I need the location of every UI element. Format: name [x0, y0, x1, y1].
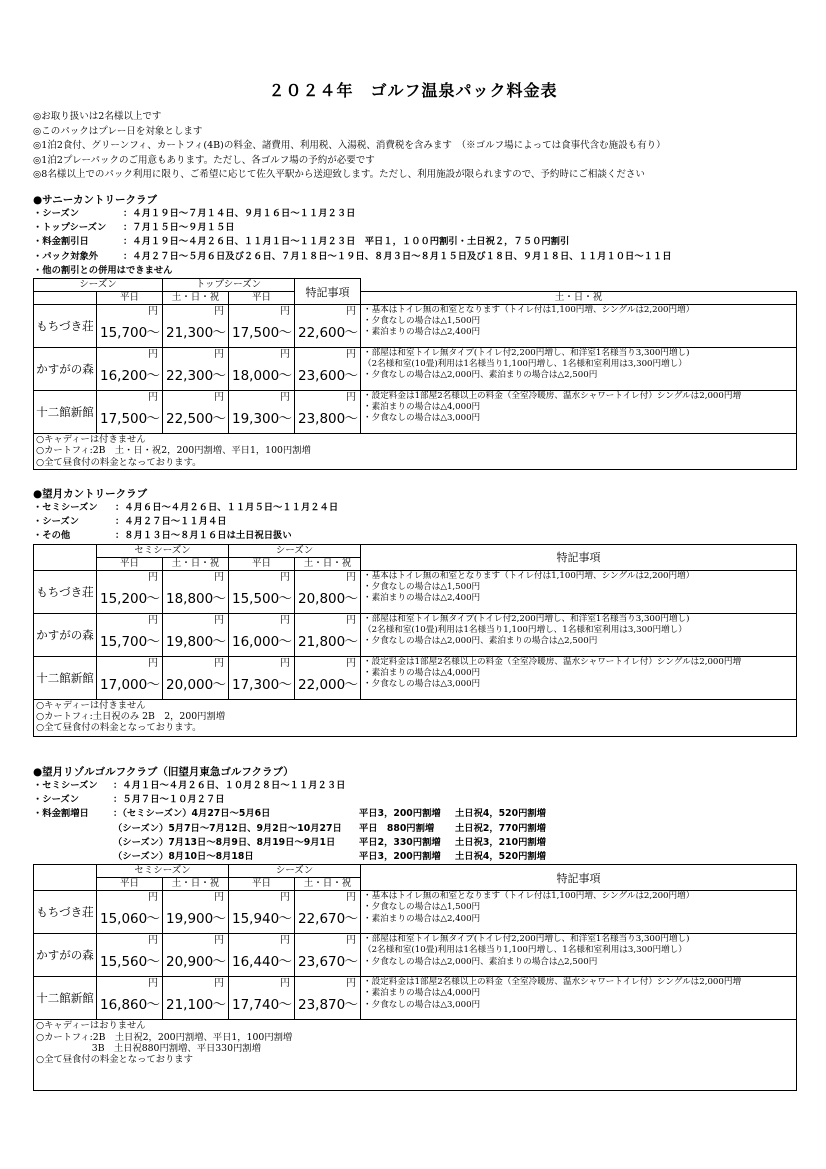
season-header: セミシーズン — [97, 544, 229, 557]
footer-line: ○カートフィ:2B 土日祝2，200円割増、平日1，100円割増 — [36, 1031, 293, 1043]
price-amount: 23,800 — [298, 411, 346, 428]
table-row — [34, 891, 797, 934]
surcharge-weekend: 土日祝4，520円割増 — [455, 808, 546, 820]
info-line — [33, 515, 796, 529]
footer-line: 3B 土日祝880円割増、平日330円割増 — [36, 1043, 261, 1055]
remarks-cell — [361, 570, 797, 613]
yen-unit: 円 — [214, 657, 224, 669]
yen-unit: 円 — [346, 892, 356, 904]
range-tilde: ～ — [344, 368, 358, 385]
weekday-header: 平日 — [97, 557, 163, 570]
yen-unit: 円 — [346, 978, 356, 990]
range-tilde: ～ — [212, 325, 226, 342]
range-tilde: ～ — [278, 325, 292, 342]
price-amount: 23,600 — [298, 368, 346, 385]
footer-line: ○カートフィ:土日祝のみ 2B 2，200円割増 — [36, 711, 226, 723]
remark-line: ・夕食なしの場合は△2,000円、素泊まりの場合は△2,500円 — [363, 370, 598, 381]
remarks-cell — [361, 977, 797, 1020]
price-amount: 22,300 — [166, 368, 214, 385]
surcharge-period: （シーズン）5月7日～7月12日、9月2日～10月27日 — [113, 822, 342, 834]
range-tilde: ～ — [146, 325, 160, 342]
remark-line: ・素泊まりの場合は△2,400円 — [363, 327, 481, 338]
info-label: ・パック対象外 — [33, 250, 99, 262]
table-row — [34, 570, 797, 613]
blank-corner — [34, 292, 97, 305]
price-amount: 16,200 — [100, 368, 148, 385]
remark-line: ・夕食なしの場合は△3,000円 — [363, 999, 481, 1010]
price-amount: 15,700 — [100, 325, 148, 342]
weekday-header: 平日 — [97, 878, 163, 891]
yen-unit: 円 — [214, 935, 224, 947]
price-amount: 19,300 — [232, 411, 280, 428]
remark-line: ・基本はトイレ無の和室となります（トイレ付は1,100円増、シングルは2,200円増） — [363, 305, 695, 316]
price-amount: 15,940 — [232, 911, 280, 928]
yen-unit: 円 — [280, 935, 290, 947]
info-label: ・シーズン — [33, 794, 80, 806]
remarks-cell — [361, 348, 797, 391]
range-tilde: ～ — [146, 590, 160, 607]
info-label: ・セミシーズン — [33, 502, 98, 513]
price-cell — [163, 391, 229, 434]
yen-unit: 円 — [346, 571, 356, 583]
price-cell — [229, 570, 295, 613]
range-tilde: ～ — [212, 954, 226, 971]
info-line — [33, 793, 796, 807]
blank-corner — [34, 865, 97, 878]
range-tilde: ～ — [344, 590, 358, 607]
price-cell — [295, 391, 361, 434]
price-cell — [229, 934, 295, 977]
price-amount: 15,700 — [100, 633, 148, 650]
remark-line: （2名様和室(10畳)利用は1名様当り1,100円増し、1名様和室利用は3,300円増し） — [363, 359, 687, 370]
table-row — [34, 305, 797, 348]
range-tilde: ～ — [278, 368, 292, 385]
yen-unit: 円 — [148, 392, 158, 404]
range-tilde: ～ — [212, 590, 226, 607]
price-cell — [97, 613, 163, 656]
section-title: ●サニーカントリークラブ — [33, 194, 158, 206]
yen-unit: 円 — [148, 978, 158, 990]
table-row — [34, 613, 797, 656]
info-line — [33, 235, 796, 249]
price-cell — [163, 570, 229, 613]
range-tilde: ～ — [212, 411, 226, 428]
surcharge-period: （シーズン）8月10日～8月18日 — [113, 851, 254, 863]
price-amount: 22,670 — [298, 911, 346, 928]
info-line — [33, 221, 796, 235]
yen-unit: 円 — [280, 306, 290, 318]
yen-unit: 円 — [346, 935, 356, 947]
info-line — [33, 779, 796, 793]
info-label: ・料金割引日 — [33, 236, 89, 248]
yen-unit: 円 — [280, 571, 290, 583]
range-tilde: ～ — [212, 997, 226, 1014]
table-footer — [34, 699, 797, 736]
info-value: ：４月１９日～７月１４日、９月１６日～１１月２３日 — [123, 208, 356, 219]
price-amount: 16,440 — [232, 954, 280, 971]
yen-unit: 円 — [346, 657, 356, 669]
weekend-header: 土・日・祝 — [295, 557, 361, 570]
weekday-header: 平日 — [229, 878, 295, 891]
price-cell — [229, 305, 295, 348]
remark-line: ・設定料金は1部屋2名様以上の料金（全室冷暖房、温水シャワートイレ付）シングルは2,000円増 — [363, 656, 742, 667]
price-amount: 21,300 — [166, 325, 214, 342]
price-amount: 17,000 — [100, 676, 148, 693]
venue-name: 十二館新館 — [34, 977, 97, 1020]
price-cell — [97, 348, 163, 391]
yen-unit: 円 — [148, 306, 158, 318]
price-amount: 17,740 — [232, 997, 280, 1014]
yen-unit: 円 — [280, 892, 290, 904]
remark-line: （2名様和室(10畳)利用は1名様当り1,100円増し、1名様和室利用は3,300円増し） — [363, 624, 687, 635]
price-amount: 22,600 — [298, 325, 346, 342]
price-cell — [229, 977, 295, 1020]
info-value: ：４月１日～４月２６日、１０月２８日～１１月２３日 — [113, 780, 346, 791]
yen-unit: 円 — [346, 306, 356, 318]
price-cell — [295, 934, 361, 977]
remark-line: ・夕食なしの場合は△3,000円 — [363, 413, 481, 424]
footer-line: ○キャディーは付きません — [36, 434, 146, 446]
price-cell — [97, 934, 163, 977]
section-title: ●望月カントリークラブ — [33, 488, 148, 500]
price-amount: 22,500 — [166, 411, 214, 428]
venue-name: 十二館新館 — [34, 656, 97, 699]
table-row — [34, 934, 797, 977]
yen-unit: 円 — [214, 392, 224, 404]
season-header: トップシーズン — [163, 279, 295, 292]
surcharge-weekday: 平日2，330円割増 — [359, 836, 441, 848]
price-cell — [163, 934, 229, 977]
info-line — [33, 250, 796, 264]
remarks-cell — [361, 656, 797, 699]
blank-corner — [34, 544, 97, 557]
range-tilde: ～ — [212, 633, 226, 650]
price-cell — [97, 891, 163, 934]
blank-corner — [34, 557, 97, 570]
info-label: ・シーズン — [33, 516, 80, 528]
note-line: ◎8名様以上でのパック利用に限り、ご希望に応じて佐久平駅から送迎致します。ただし、利用施設が限られますので、予約時にご相談ください — [33, 169, 645, 181]
price-amount: 16,000 — [232, 633, 280, 650]
yen-unit: 円 — [148, 892, 158, 904]
surcharge-line — [33, 807, 796, 821]
remark-line: （2名様和室(10畳)利用は1名様当り1,100円増し、1名様和室利用は3,300円増し） — [363, 945, 687, 956]
price-cell — [295, 613, 361, 656]
remark-line: ・設定料金は1部屋2名様以上の料金（全室冷暖房、温水シャワートイレ付）シングルは2,000円増 — [363, 391, 742, 402]
footer-line: ○全て昼食付の料金となっております。 — [36, 722, 202, 734]
footer-line: ○全て昼食付の料金となっております。 — [36, 456, 202, 468]
yen-unit: 円 — [148, 657, 158, 669]
venue-name: かすがの森 — [34, 934, 97, 977]
range-tilde: ～ — [146, 676, 160, 693]
venue-name: もちづき荘 — [34, 305, 97, 348]
price-amount: 15,200 — [100, 590, 148, 607]
yen-unit: 円 — [346, 614, 356, 626]
weekday-header: 平日 — [229, 292, 295, 305]
surcharge-weekday: 平日3，200円割増 — [359, 808, 441, 820]
remarks-cell — [361, 891, 797, 934]
remarks-cell — [361, 613, 797, 656]
general-notes — [33, 110, 666, 183]
range-tilde: ～ — [146, 368, 160, 385]
info-label: ・その他 — [33, 530, 71, 542]
price-amount: 15,060 — [100, 911, 148, 928]
price-cell — [295, 348, 361, 391]
price-amount: 19,900 — [166, 911, 214, 928]
yen-unit: 円 — [214, 306, 224, 318]
section-mochizuki-cc — [33, 487, 796, 737]
yen-unit: 円 — [214, 978, 224, 990]
surcharge-period: （シーズン）7月13日～8月9日、8月19日～9月1日 — [113, 836, 336, 848]
rate-table — [33, 544, 797, 737]
range-tilde: ～ — [278, 676, 292, 693]
price-cell — [163, 305, 229, 348]
range-tilde: ～ — [146, 911, 160, 928]
blank-corner — [34, 878, 97, 891]
table-footer — [34, 434, 797, 470]
weekday-header: 平日 — [229, 557, 295, 570]
price-amount: 15,560 — [100, 954, 148, 971]
remark-line: ・夕食なしの場合は△2,000円、素泊まりの場合は△2,500円 — [363, 956, 598, 967]
remarks-cell — [361, 934, 797, 977]
table-row — [34, 656, 797, 699]
range-tilde: ～ — [344, 997, 358, 1014]
surcharge-line — [33, 822, 796, 836]
price-cell — [229, 348, 295, 391]
price-amount: 20,000 — [166, 676, 214, 693]
price-amount: 23,870 — [298, 997, 346, 1014]
price-cell — [229, 391, 295, 434]
price-amount: 19,800 — [166, 633, 214, 650]
remarks-cell — [361, 391, 797, 434]
range-tilde: ～ — [278, 911, 292, 928]
surcharge-weekday: 平日 880円割増 — [359, 822, 435, 834]
weekend-header: 土・日・祝 — [163, 292, 229, 305]
venue-name: 十二館新館 — [34, 391, 97, 434]
remarks-header: 特記事項 — [361, 865, 797, 891]
season-header: シーズン — [34, 279, 163, 292]
remark-line: ・部屋は和室トイレ無タイプ(トイレ付2,200円増し、和洋室1名様当り3,300円増し) — [363, 613, 690, 624]
price-amount: 18,000 — [232, 368, 280, 385]
table-row — [34, 348, 797, 391]
surcharge-weekday: 平日3，200円割増 — [359, 851, 441, 863]
price-amount: 17,500 — [100, 411, 148, 428]
remark-line: ・夕食なしの場合は△1,500円 — [363, 902, 481, 913]
weekend-header: 土・日・祝 — [295, 878, 361, 891]
venue-name: もちづき荘 — [34, 891, 97, 934]
price-cell — [295, 570, 361, 613]
info-value: ：４月２７日～５月６日及び２６日、７月１８日～１９日、８月３日～８月１５日及び１８日、９月１８日、１１月１０日～１１日 — [123, 250, 672, 262]
price-cell — [163, 977, 229, 1020]
price-amount: 20,900 — [166, 954, 214, 971]
price-amount: 18,800 — [166, 590, 214, 607]
price-amount: 22,000 — [298, 676, 346, 693]
range-tilde: ～ — [212, 911, 226, 928]
yen-unit: 円 — [214, 892, 224, 904]
yen-unit: 円 — [346, 349, 356, 361]
footer-line: ○キャディーはおりません — [36, 1020, 146, 1032]
price-amount: 21,800 — [298, 633, 346, 650]
range-tilde: ～ — [146, 954, 160, 971]
remark-line: ・素泊まりの場合は△4,000円 — [363, 988, 481, 999]
info-label: ・料金割増日 — [33, 808, 89, 820]
price-cell — [229, 613, 295, 656]
price-amount: 21,100 — [166, 997, 214, 1014]
info-label: ・セミシーズン — [33, 780, 98, 791]
weekend-header: 土・日・祝 — [163, 878, 229, 891]
page-title: ２０２４年 ゴルフ温泉パック料金表 — [268, 81, 558, 100]
range-tilde: ～ — [344, 325, 358, 342]
info-line — [33, 264, 796, 278]
footer-line: ○全て昼食付の料金となっております — [36, 1054, 193, 1066]
surcharge-line — [33, 850, 796, 864]
yen-unit: 円 — [280, 978, 290, 990]
yen-unit: 円 — [280, 657, 290, 669]
remark-line: ・夕食なしの場合は△2,000円、素泊まりの場合は△2,500円 — [363, 636, 598, 647]
price-cell — [295, 656, 361, 699]
yen-unit: 円 — [280, 349, 290, 361]
info-value: ：４月２７日～１１月４日 — [115, 516, 227, 528]
price-cell — [163, 613, 229, 656]
price-cell — [295, 305, 361, 348]
yen-unit: 円 — [148, 571, 158, 583]
surcharge-weekend: 土日祝2，770円割増 — [455, 822, 546, 834]
range-tilde: ～ — [344, 633, 358, 650]
section-title: ●望月リゾルゴルフクラブ（旧望月東急ゴルフクラブ） — [33, 766, 294, 778]
range-tilde: ～ — [146, 633, 160, 650]
weekday-header: 平日 — [97, 292, 163, 305]
price-cell — [97, 391, 163, 434]
price-amount: 15,500 — [232, 590, 280, 607]
yen-unit: 円 — [346, 392, 356, 404]
note-line: ◎このパックはプレー日を対象とします — [33, 125, 203, 137]
info-label: ・トップシーズン — [33, 222, 107, 234]
price-cell — [163, 891, 229, 934]
rate-table — [33, 278, 797, 470]
note-line: ◎お取り扱いは2名様以上です — [33, 111, 162, 122]
remark-line: ・素泊まりの場合は△2,400円 — [363, 913, 481, 924]
remark-line: ・素泊まりの場合は△2,400円 — [363, 593, 481, 604]
surcharge-period: ：（セミシーズン）4月27日～5月6日 — [113, 808, 271, 820]
range-tilde: ～ — [146, 411, 160, 428]
remark-line: ・夕食なしの場合は△3,000円 — [363, 679, 481, 690]
remarks-header: 特記事項 — [361, 544, 797, 570]
season-header: セミシーズン — [97, 865, 229, 878]
weekend-header: 土・日・祝 — [361, 292, 797, 305]
info-label: ・シーズン — [33, 208, 80, 219]
note-line: ◎1泊2食付、グリーンフィ、カートフィ(4B)の料金、諸費用、利用税、入湯税、消費税を含みます （※ゴルフ場によっては食事代含む施設も有り） — [33, 140, 666, 152]
yen-unit: 円 — [148, 349, 158, 361]
range-tilde: ～ — [278, 590, 292, 607]
table-footer — [34, 1020, 797, 1091]
info-label: ・他の割引との併用はできません — [33, 264, 173, 276]
venue-name: もちづき荘 — [34, 570, 97, 613]
yen-unit: 円 — [148, 935, 158, 947]
yen-unit: 円 — [280, 392, 290, 404]
remarks-header: 特記事項 — [295, 279, 361, 305]
info-value: ：４月６日～４月２６日、１１月５日～１１月２４日 — [115, 502, 339, 513]
remark-line: ・基本はトイレ無の和室となります（トイレ付は1,100円増、シングルは2,200円増） — [363, 570, 695, 581]
price-cell — [295, 977, 361, 1020]
price-cell — [97, 570, 163, 613]
price-amount: 17,300 — [232, 676, 280, 693]
price-cell — [163, 656, 229, 699]
range-tilde: ～ — [278, 997, 292, 1014]
range-tilde: ～ — [344, 676, 358, 693]
info-value: ：８月１３日～８月１６日は土日祝日扱い — [115, 530, 292, 542]
price-cell — [229, 656, 295, 699]
range-tilde: ～ — [212, 676, 226, 693]
price-amount: 17,500 — [232, 325, 280, 342]
venue-name: かすがの森 — [34, 348, 97, 391]
range-tilde: ～ — [344, 911, 358, 928]
range-tilde: ～ — [146, 997, 160, 1014]
yen-unit: 円 — [214, 614, 224, 626]
range-tilde: ～ — [278, 411, 292, 428]
info-value: ：７月１５日～９月１５日 — [123, 222, 235, 234]
table-row — [34, 391, 797, 434]
price-cell — [163, 348, 229, 391]
remark-line: ・部屋は和室トイレ無タイプ(トイレ付2,200円増し、和洋室1名様当り3,300円増し) — [363, 934, 690, 945]
range-tilde: ～ — [344, 411, 358, 428]
range-tilde: ～ — [344, 954, 358, 971]
range-tilde: ～ — [278, 954, 292, 971]
surcharge-line — [33, 836, 796, 850]
remark-line: ・素泊まりの場合は△4,000円 — [363, 402, 481, 413]
footer-line: ○カートフィ:2B 土・日・祝2，200円割増、平日1，100円割増 — [36, 445, 311, 457]
info-value: ：４月１９日～４月２６日、１１月１日～１１月２３日 平日１，１００円割引・土日祝２，７５０円割引 — [123, 236, 570, 248]
price-cell — [97, 977, 163, 1020]
remark-line: ・基本はトイレ無の和室となります（トイレ付は1,100円増、シングルは2,200円増） — [363, 891, 695, 902]
section-mochizuki-resol-gc — [33, 765, 796, 1091]
remark-line: ・設定料金は1部屋2名様以上の料金（全室冷暖房、温水シャワートイレ付）シングルは2,000円増 — [363, 977, 742, 988]
info-line — [33, 529, 796, 543]
info-value: ：５月７日～１０月２７日 — [113, 794, 225, 806]
info-line — [33, 501, 796, 515]
note-line: ◎1泊2プレーパックのご用意もあります。ただし、各ゴルフ場の予約が必要です — [33, 154, 375, 166]
price-cell — [229, 891, 295, 934]
remark-line: ・部屋は和室トイレ無タイプ(トイレ付2,200円増し、和洋室1名様当り3,300円増し) — [363, 348, 690, 359]
remark-line: ・素泊まりの場合は△4,000円 — [363, 667, 481, 678]
table-row — [34, 977, 797, 1020]
season-header: シーズン — [229, 544, 361, 557]
yen-unit: 円 — [214, 349, 224, 361]
venue-name: かすがの森 — [34, 613, 97, 656]
remarks-cell — [361, 305, 797, 348]
surcharge-weekend: 土日祝3，210円割増 — [455, 836, 546, 848]
footer-line: ○キャディーは付きません — [36, 699, 146, 711]
range-tilde: ～ — [212, 368, 226, 385]
price-amount: 16,860 — [100, 997, 148, 1014]
weekend-header: 土・日・祝 — [163, 557, 229, 570]
price-cell — [97, 656, 163, 699]
range-tilde: ～ — [278, 633, 292, 650]
info-line — [33, 207, 796, 221]
remark-line: ・夕食なしの場合は△1,500円 — [363, 581, 481, 592]
yen-unit: 円 — [214, 571, 224, 583]
section-sunny-cc — [33, 193, 796, 470]
yen-unit: 円 — [148, 614, 158, 626]
price-amount: 23,670 — [298, 954, 346, 971]
price-cell — [295, 891, 361, 934]
surcharge-weekend: 土日祝4，520円割増 — [455, 851, 546, 863]
rate-table — [33, 864, 797, 1091]
season-header: シーズン — [229, 865, 361, 878]
remark-line: ・夕食なしの場合は△1,500円 — [363, 316, 481, 327]
price-cell — [97, 305, 163, 348]
yen-unit: 円 — [280, 614, 290, 626]
price-amount: 20,800 — [298, 590, 346, 607]
